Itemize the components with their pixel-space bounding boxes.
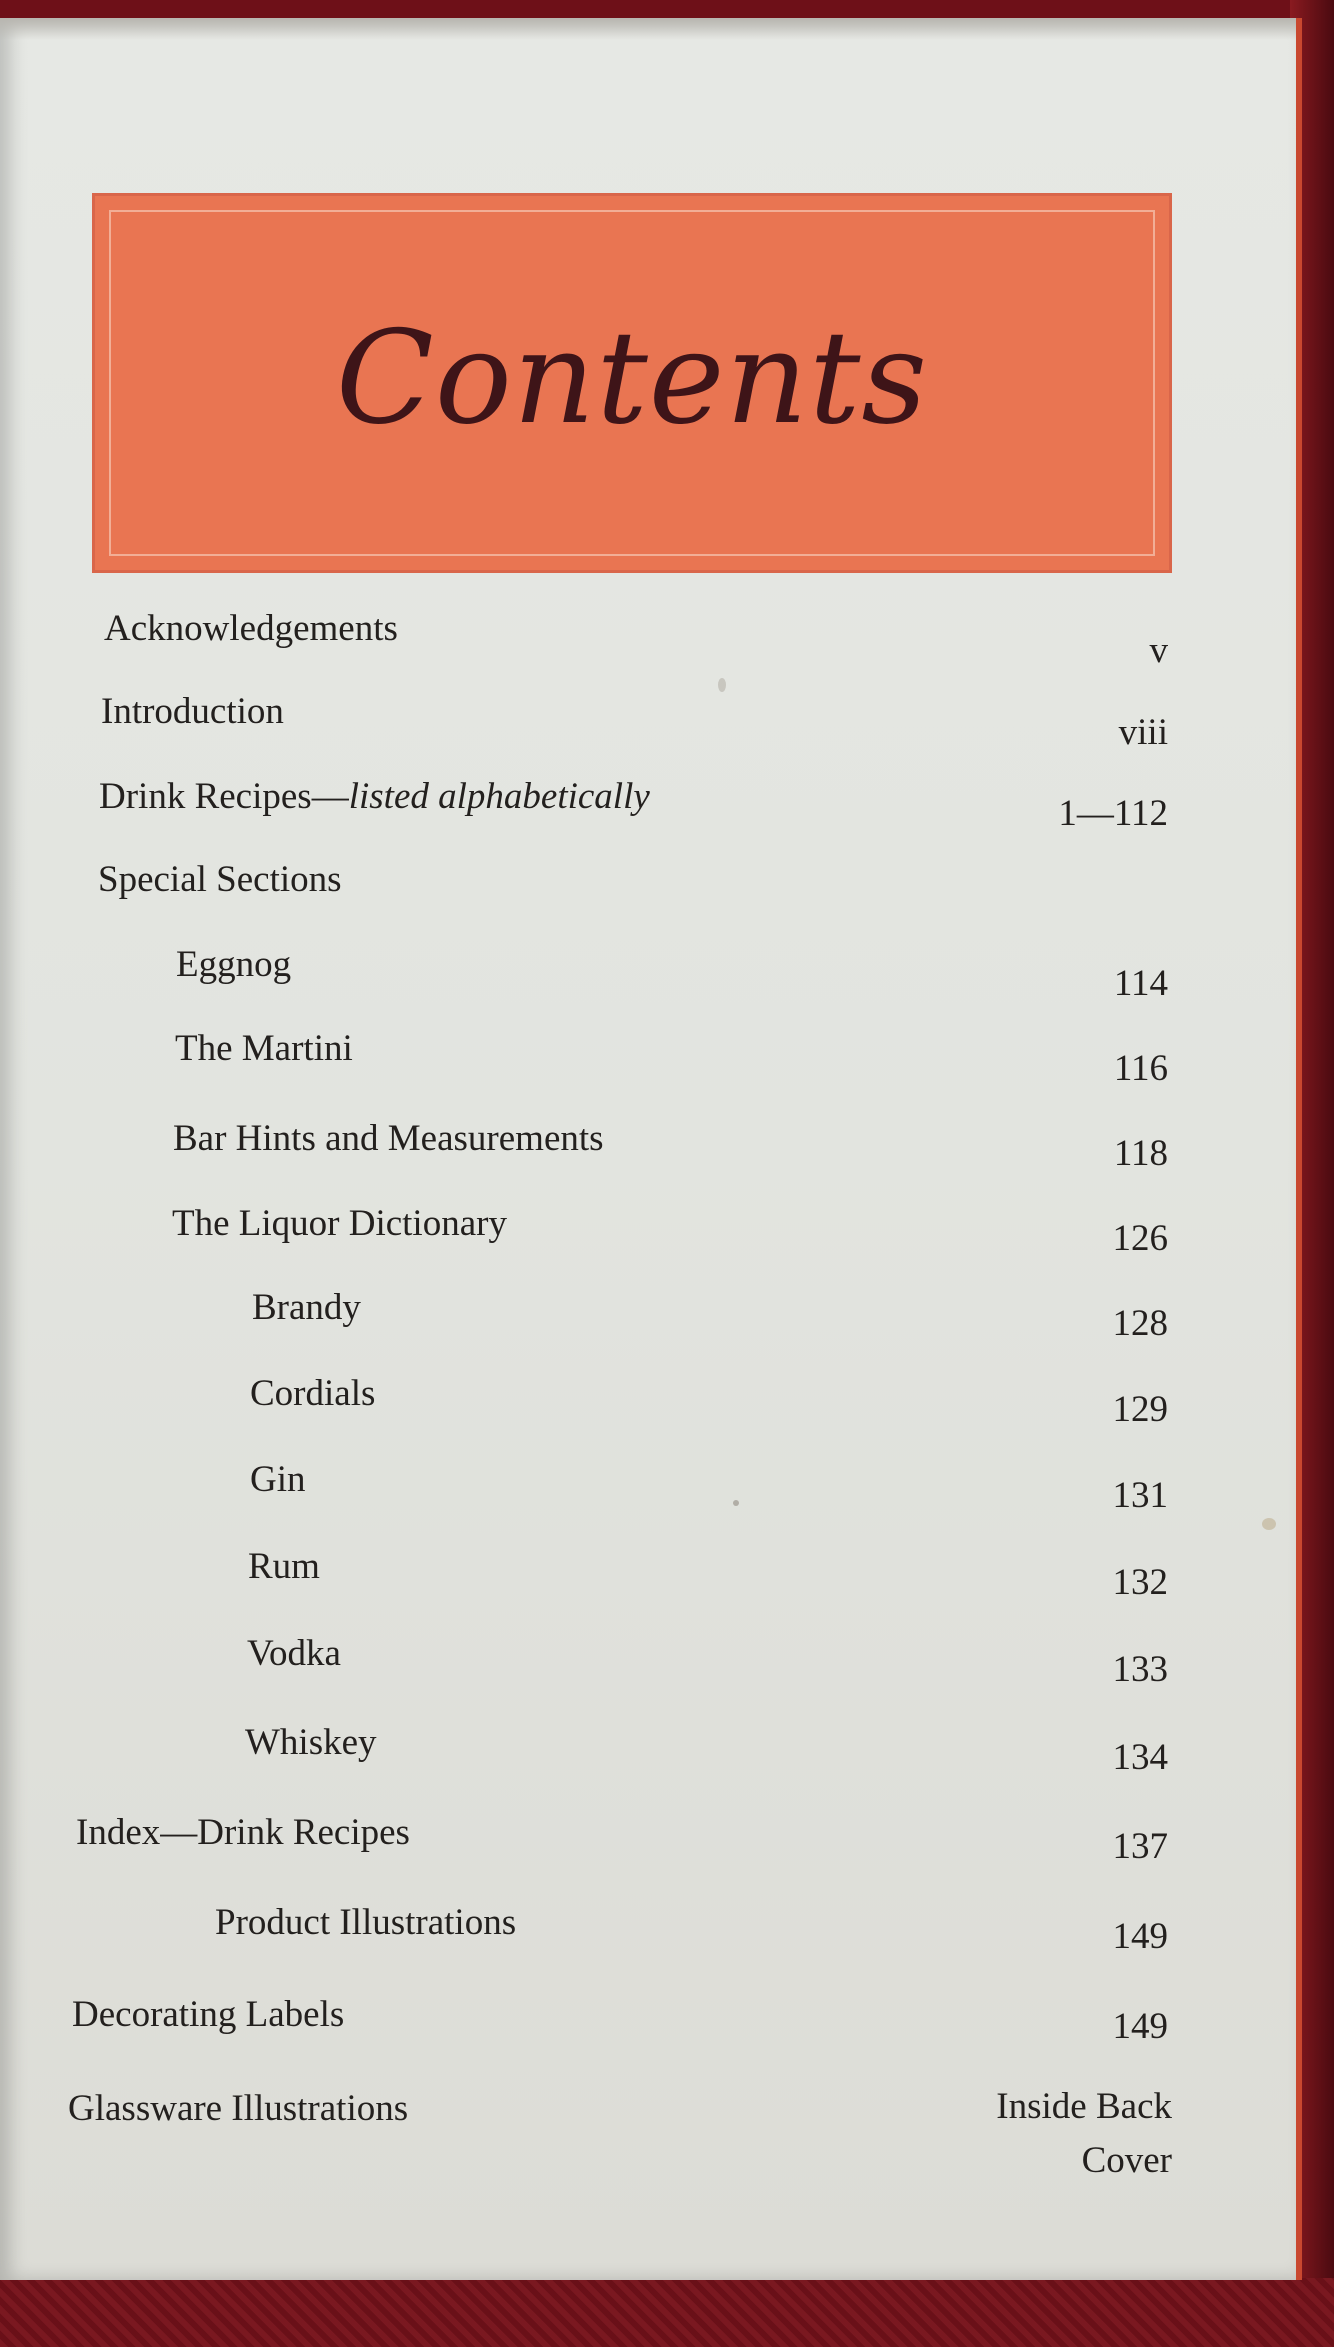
toc-entry-page: 116 (1113, 1048, 1168, 1089)
toc-entry-label-italic: listed alphabetically (348, 776, 650, 817)
toc-entry-label: Bar Hints and Measurements (173, 1118, 604, 1159)
toc-entry-page: 118 (1113, 1133, 1168, 1174)
book-page (0, 18, 1302, 2280)
toc-entry-product-illustrations (215, 1904, 516, 1941)
toc-entry-page-line: Cover (1081, 2140, 1172, 2181)
toc-entry-label: Glassware Illustrations (68, 2088, 409, 2129)
toc-entry-label: Special Sections (98, 859, 342, 900)
toc-entry-bar-hints (173, 1120, 604, 1157)
toc-entry-label: Eggnog (176, 944, 292, 985)
toc-entry-gin (250, 1461, 306, 1498)
toc-entry-page: 128 (1112, 1303, 1168, 1344)
toc-entry-label: Decorating Labels (72, 1994, 345, 2035)
toc-entry-label: Whiskey (245, 1722, 377, 1763)
toc-entry-page: 132 (1112, 1562, 1168, 1603)
table-of-contents (0, 18, 1296, 2280)
toc-entry-introduction (101, 693, 284, 730)
toc-entry-label: Gin (250, 1459, 306, 1500)
toc-entry-page: 133 (1112, 1649, 1168, 1690)
page-title: Contents (335, 304, 929, 453)
toc-entry-decorating-labels (72, 1996, 344, 2033)
toc-entry-acknowledgements (104, 610, 398, 647)
cloth-background (0, 2278, 1334, 2347)
toc-entry-label: Drink Recipes— (99, 776, 349, 817)
toc-entry-page: 126 (1112, 1218, 1168, 1259)
toc-entry-page: 114 (1113, 963, 1168, 1004)
toc-entry-whiskey (245, 1724, 377, 1761)
toc-entry-vodka (247, 1635, 341, 1672)
toc-entry-special-sections (98, 861, 342, 898)
toc-entry-page: 149 (1112, 1916, 1168, 1957)
toc-entry-page: 131 (1112, 1475, 1168, 1516)
toc-entry-label: Cordials (250, 1373, 376, 1414)
toc-entry-label: The Liquor Dictionary (172, 1203, 507, 1244)
toc-entry-page: 149 (1112, 2006, 1168, 2047)
toc-entry-label: Brandy (252, 1287, 361, 1328)
paper-speck (718, 678, 726, 692)
toc-entry-label: The Martini (175, 1028, 353, 1069)
toc-entry-page-line: Inside Back (996, 2086, 1172, 2127)
toc-entry-label: Vodka (247, 1633, 341, 1674)
toc-entry-brandy (252, 1289, 361, 1326)
toc-entry-drink-recipes (99, 778, 650, 815)
toc-entry-label: Introduction (101, 691, 284, 732)
toc-entry-cordials (250, 1375, 375, 1412)
toc-entry-label: Index—Drink Recipes (76, 1812, 410, 1853)
paper-speck (1262, 1518, 1276, 1530)
toc-entry-the-martini (175, 1030, 353, 1067)
toc-entry-page: 137 (1112, 1826, 1168, 1867)
toc-entry-glassware-illustrations (68, 2090, 408, 2127)
toc-entry-page: 134 (1112, 1737, 1168, 1778)
toc-entry-index-drink-recipes (76, 1814, 410, 1851)
toc-entry-label: Rum (248, 1546, 320, 1587)
toc-entry-page: viii (1118, 712, 1168, 753)
toc-entry-rum (248, 1548, 320, 1585)
toc-entry-eggnog (176, 946, 291, 983)
toc-entry-label: Product Illustrations (215, 1902, 517, 1943)
toc-entry-page: v (1149, 630, 1168, 671)
toc-entry-page: 129 (1112, 1389, 1168, 1430)
toc-entry-page: 1—112 (1058, 793, 1168, 834)
toc-entry-label: Acknowledgements (104, 608, 398, 649)
paper-speck (733, 1500, 739, 1506)
toc-entry-page (996, 2080, 1172, 2188)
toc-entry-liquor-dictionary (172, 1205, 507, 1242)
